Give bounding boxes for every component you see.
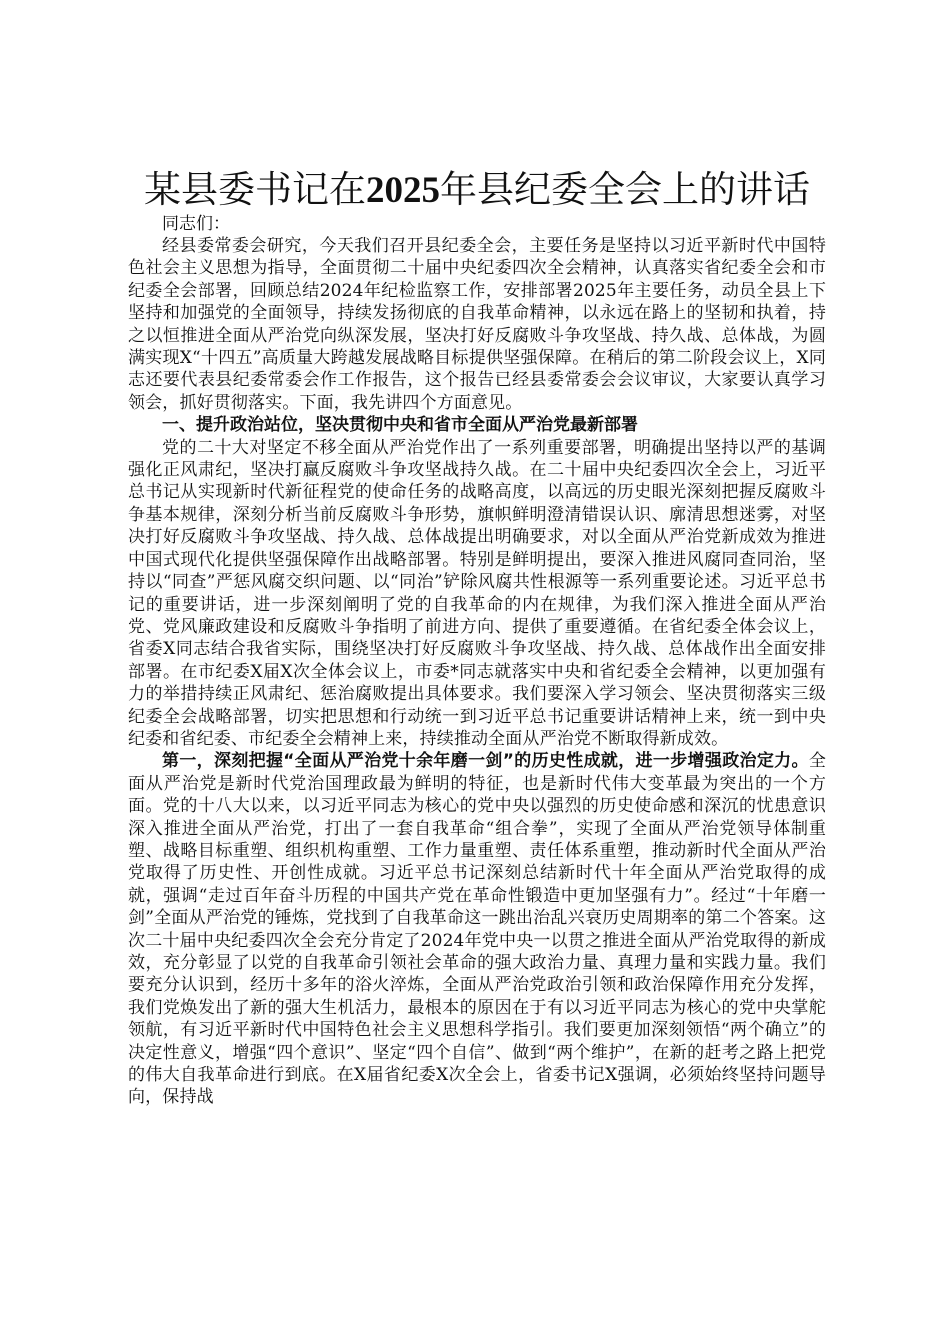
section-1-paragraph: 党的二十大对坚定不移全面从严治党作出了一系列重要部署，明确提出坚持以严的基调强化正风肃纪，坚决打赢反腐败斗争攻坚战持久战。在二十届中央纪委四次全会上，习近平总书记从实现新时代新征程党的使命任务的战略高度，以高远的历史眼光深刻把握反腐败斗争基本规律，深刻分析当前反腐败斗争形势，旗帜鲜明澄清错误认识、廓清思想迷雾，对坚决打好反腐败斗争攻坚战、持久战、总体战提出明确要求，对以全面从严治党新成效为推进中国式现代化提供坚强保障作出战略部署。特别是鲜明提出，要深入推进风腐同查同治，坚持以“同查”严惩风腐交织问题、以“同治”铲除风腐共性根源等一系列重要论述。习近平总书记的重要讲话，进一步深刻阐明了党的自我革命的内在规律，为我们深入推进全面从严治党、党风廉政建设和反腐败斗争指明了前进方向、提供了重要遵循。在省纪委全体会议上，省委X同志结合我省实际，围绕坚决打好反腐败斗争攻坚战、持久战、总体战作出全面安排部署。在市纪委X届X次全体会议上，市委*同志就落实中央和省纪委全会精神，以更加强有力的举措持续正风肃纪、惩治腐败提出具体要求。我们要深入学习领会、坚决贯彻落实三级纪委全会战略部署，切实把思想和行动统一到习近平总书记重要讲话精神上来，统一到中央纪委和省纪委、市纪委全会精神上来，持续推动全面从严治党不断取得新成效。 [128,437,826,749]
title-suffix: 年县纪委全会上的讲话 [440,168,810,211]
section-heading-1: 一、提升政治站位，坚决贯彻中央和省市全面从严治党最新部署 [162,415,638,436]
intro-paragraph: 经县委常委会研究，今天我们召开县纪委全会，主要任务是坚持以习近平新时代中国特色社会主义思想为指导，全面贯彻二十届中央纪委四次全会精神，认真落实省纪委全会和市纪委全会部署，回顾总结2024年纪检监察工作，安排部署2025年主要任务，动员全县上下坚持和加强党的全面领导，持续发扬彻底的自我革命精神，以永远在路上的坚韧和执着，持之以恒推进全面从严治党向纵深发展，坚决打好反腐败斗争攻坚战、持久战、总体战，为圆满实现X“十四五”高质量大跨越发展战略目标提供坚强保障。在稍后的第二阶段会议上，X同志还要代表县纪委常委会作工作报告，这个报告已经县委常委会会议审议，大家要认真学习领会，抓好贯彻落实。下面，我先讲四个方面意见。 [128,236,826,413]
point-1-lead: 第一，深刻把握“全面从严治党十余年磨一剑”的历史性成就，进一步增强政治定力。 [162,751,809,772]
document-title [128,168,826,213]
title-prefix: 某县委书记在 [144,168,366,211]
point-1-body: 全面从严治党是新时代党治国理政最为鲜明的特征，也是新时代伟大变革最为突出的一个方面。党的十八大以来，以习近平同志为核心的党中央以强烈的历史使命感和深沉的忧患意识深入推进全面从严治党，打出了一套自我革命“组合拳”，实现了全面从严治党领导体制重塑、战略目标重塑、组织机构重塑、工作力量重塑、责任体系重塑，推动新时代全面从严治党取得了历史性、开创性成就。习近平总书记深刻总结新时代十年全面从严治党取得的成就，强调“走过百年奋斗历程的中国共产党在革命性锻造中更加坚强有力”。经过“十年磨一剑”全面从严治党的锤炼，党找到了自我革命这一跳出治乱兴衰历史周期率的第二个答案。这次二十届中央纪委四次全会充分肯定了2024年党中央一以贯之推进全面从严治党取得的新成效，充分彰显了以党的自我革命引领社会革命的强大政治力量、真理力量和实践力量。我们要充分认识到，经历十多年的浴火淬炼，全面从严治党政治引领和政治保障作用充分发挥，我们党焕发出了新的强大生机活力，最根本的原因在于有以习近平同志为核心的党中央掌舵领航，有习近平新时代中国特色社会主义思想科学指引。我们要更加深刻领悟“两个确立”的决定性意义，增强“四个意识”、坚定“四个自信”、做到“两个维护”，在新的赶考之路上把党的伟大自我革命进行到底。在X届省纪委X次全会上，省委书记X强调，必须始终坚持问题导向，保持战 [128,751,826,1108]
point-1-paragraph [128,750,826,1109]
salutation: 同志们： [162,214,230,234]
document-page [128,168,826,1109]
title-year: 2025 [366,170,440,211]
